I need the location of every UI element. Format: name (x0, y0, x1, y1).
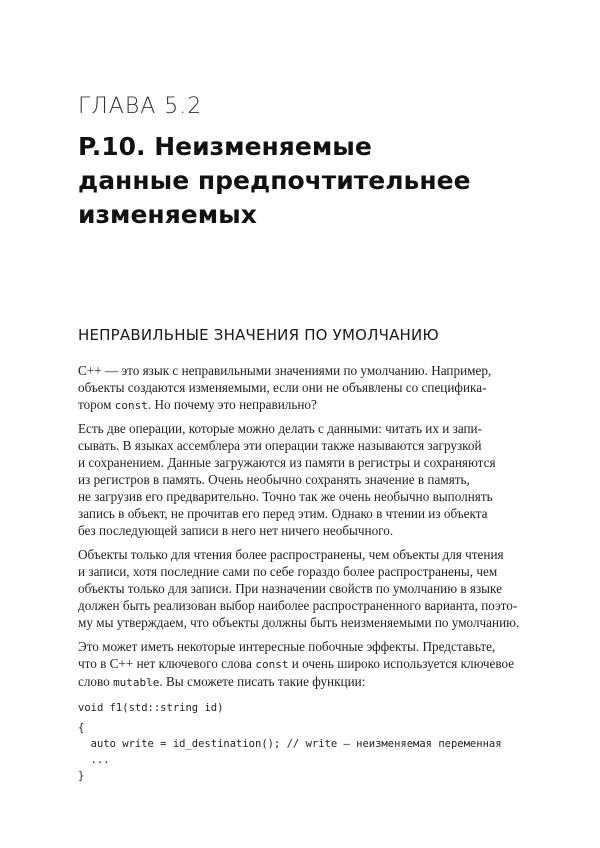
code-line: } (78, 770, 85, 782)
code-line: auto write = id_destination(); // write — неизменяемая переменная (78, 738, 502, 750)
paragraph-line: Есть две операции, которые можно делать с данными: читать их и запи- (78, 421, 483, 436)
paragraph (78, 420, 524, 539)
paragraph-line: объекты только для записи. При назначении свойств по умолчанию в языке (78, 581, 502, 596)
inline-code: const (255, 658, 289, 671)
code-line: void f1(std::string id) (78, 702, 224, 714)
code-block (78, 700, 518, 784)
paragraph-line: сывать. В языках ассемблера эти операции также называются загрузкой (78, 438, 482, 453)
chapter-label: ГЛАВА 5.2 (78, 94, 203, 119)
text-fragment: и очень широко используется ключевое (288, 656, 515, 671)
code-line: { (78, 722, 85, 734)
paragraph-line: из регистров в память. Очень необычно сохранять значение в память, (78, 472, 470, 487)
paragraph-line: Это может иметь некоторые интересные побочные эффекты. Представьте, (78, 639, 496, 654)
text-fragment: . Вы сможете писать такие функции: (159, 674, 366, 689)
paragraph-line (78, 396, 524, 414)
paragraph-line: должен быть реализован выбор наиболее распространенного варианта, поэто- (78, 598, 518, 613)
inline-code: const (114, 399, 148, 412)
chapter-title-line: P.10. Неизменяемые (78, 132, 372, 161)
paragraph (78, 638, 524, 691)
chapter-title (78, 130, 558, 232)
chapter-title-line: данные предпочтительнее (78, 166, 471, 195)
paragraph-line: Объекты только для чтения более распространены, чем объекты для чтения (78, 547, 504, 562)
paragraph-line: С++ — это язык с неправильными значениями по умолчанию. Например, (78, 363, 492, 378)
text-fragment: что в С++ нет ключевого слова (78, 656, 256, 671)
section-heading: НЕПРАВИЛЬНЫЕ ЗНАЧЕНИЯ ПО УМОЛЧАНИЮ (78, 326, 439, 344)
text-fragment: тором (78, 397, 115, 412)
paragraph-line: запись в объект, не прочитав его перед этим. Однако в чтении из объекта (78, 506, 488, 521)
text-fragment: . Но почему это неправильно? (147, 397, 317, 412)
paragraph-line: и записи, хотя последние сами по себе гораздо более распространены, чем (78, 564, 498, 579)
paragraph (78, 362, 524, 414)
paragraph-line (78, 673, 524, 691)
paragraph-line: и сохранением. Данные загружаются из памяти в регистры и сохраняются (78, 455, 496, 470)
paragraph-line: без последующей записи в него нет ничего необычного. (78, 523, 394, 538)
paragraph-line: не загрузив его предварительно. Точно так же очень необычно выполнять (78, 489, 493, 504)
paragraph-line (78, 655, 524, 673)
inline-code: mutable (113, 676, 160, 689)
chapter-title-line: изменяемых (78, 200, 257, 229)
code-line: ... (78, 754, 110, 766)
paragraph (78, 546, 524, 631)
paragraph-line: объекты создаются изменяемыми, если они не объявлены со специфика- (78, 380, 487, 395)
paragraph-line: му мы утверждаем, что объекты должны быть неизменяемыми по умолчанию. (78, 615, 520, 630)
text-fragment: слово (78, 674, 114, 689)
